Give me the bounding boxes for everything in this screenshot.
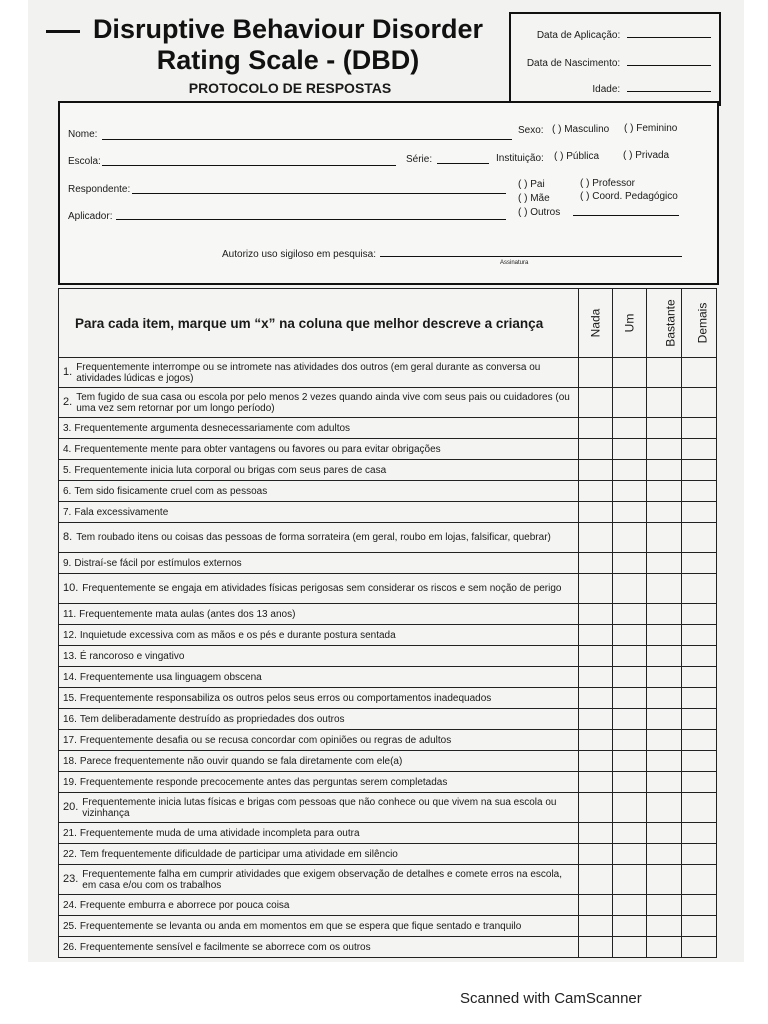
item-text-cell	[59, 460, 579, 481]
aplicador-label: Aplicador:	[68, 211, 113, 222]
item-text: Fala excessivamente	[74, 506, 169, 518]
instituicao-label: Instituição:	[496, 153, 544, 164]
mark-cell-demais[interactable]	[682, 388, 717, 418]
mark-cell-nada[interactable]	[579, 916, 613, 937]
mark-cell-demais[interactable]	[682, 823, 717, 844]
mark-cell-bastante[interactable]	[647, 793, 682, 823]
mark-cell-um[interactable]	[613, 688, 647, 709]
mark-cell-bastante[interactable]	[647, 688, 682, 709]
table-header-row	[59, 289, 717, 358]
item-text-cell	[59, 865, 579, 895]
item-number: 18.	[63, 755, 77, 767]
mark-cell-demais[interactable]	[682, 481, 717, 502]
table-row	[59, 646, 717, 667]
aplicador-field[interactable]	[116, 219, 506, 220]
mark-cell-bastante[interactable]	[647, 823, 682, 844]
item-text-cell	[59, 481, 579, 502]
item-text: Tem roubado itens ou coisas das pessoas de forma sorrateira (em geral, roubo em lojas, falsificar, quebrar)	[76, 532, 551, 543]
column-nada: Nada	[579, 289, 613, 358]
item-text-cell	[59, 502, 579, 523]
item-text: Parece frequentemente não ouvir quando se fala diretamente com ele(a)	[79, 755, 403, 767]
item-text-cell	[59, 523, 579, 553]
mark-cell-nada[interactable]	[579, 604, 613, 625]
item-text: Frequentemente argumenta desnecessariamente com adultos	[74, 422, 351, 434]
mark-cell-demais[interactable]	[682, 625, 717, 646]
mark-cell-nada[interactable]	[579, 937, 613, 958]
table-row	[59, 823, 717, 844]
item-number: 3.	[63, 422, 72, 434]
item-text-cell	[59, 388, 579, 418]
item-text-cell	[59, 418, 579, 439]
sexo-masculino-option[interactable]: ( ) Masculino	[552, 124, 610, 135]
item-number: 19.	[63, 776, 77, 788]
mark-cell-nada[interactable]	[579, 709, 613, 730]
item-text-cell	[59, 844, 579, 865]
table-row	[59, 772, 717, 793]
mark-cell-nada[interactable]	[579, 574, 613, 604]
nome-label: Nome:	[68, 129, 98, 140]
item-number: 4.	[63, 443, 72, 455]
idade-field[interactable]	[627, 91, 711, 92]
item-text: Tem frequentemente dificuldade de participar uma atividade em silêncio	[79, 848, 398, 860]
mark-cell-um[interactable]	[613, 751, 647, 772]
item-text: Distraí-se fácil por estímulos externos	[74, 557, 242, 569]
item-text: Tem sido fisicamente cruel com as pessoas	[74, 485, 268, 497]
mark-cell-um[interactable]	[613, 358, 647, 388]
mark-cell-nada[interactable]	[579, 553, 613, 574]
date-aplicacao-label: Data de Aplicação:	[536, 30, 621, 41]
mark-cell-um[interactable]	[613, 937, 647, 958]
mark-cell-bastante[interactable]	[647, 388, 682, 418]
date-box	[509, 12, 721, 106]
mark-cell-bastante[interactable]	[647, 751, 682, 772]
idade-label: Idade:	[592, 84, 621, 95]
mark-cell-demais[interactable]	[682, 358, 717, 388]
mark-cell-um[interactable]	[613, 916, 647, 937]
mark-cell-nada[interactable]	[579, 523, 613, 553]
table-row	[59, 418, 717, 439]
table-row	[59, 604, 717, 625]
mark-cell-um[interactable]	[613, 865, 647, 895]
table-row	[59, 388, 717, 418]
mark-cell-um[interactable]	[613, 502, 647, 523]
table-row	[59, 895, 717, 916]
serie-label: Série:	[406, 154, 433, 165]
table-row	[59, 667, 717, 688]
item-text-cell	[59, 772, 579, 793]
outros-field[interactable]	[573, 215, 679, 216]
mark-cell-demais[interactable]	[682, 793, 717, 823]
mark-cell-bastante[interactable]	[647, 358, 682, 388]
item-number: 14.	[63, 671, 77, 683]
item-number: 1.	[63, 366, 73, 378]
mark-cell-bastante[interactable]	[647, 502, 682, 523]
item-text-cell	[59, 688, 579, 709]
mark-cell-nada[interactable]	[579, 823, 613, 844]
mark-cell-bastante[interactable]	[647, 772, 682, 793]
column-bastante: Bastante	[647, 289, 682, 358]
item-text: Inquietude excessiva com as mãos e os pés e durante postura sentada	[79, 629, 396, 641]
item-number: 11.	[63, 608, 77, 620]
sexo-label: Sexo:	[518, 125, 544, 136]
item-text-cell	[59, 625, 579, 646]
item-text-cell	[59, 358, 579, 388]
table-row	[59, 937, 717, 958]
form-subtitle: PROTOCOLO DE RESPOSTAS	[188, 80, 392, 96]
title-line-2: Rating Scale - (DBD)	[156, 45, 420, 75]
mark-cell-bastante[interactable]	[647, 730, 682, 751]
mark-cell-bastante[interactable]	[647, 625, 682, 646]
mark-cell-demais[interactable]	[682, 937, 717, 958]
date-aplicacao-field[interactable]	[627, 37, 711, 38]
mark-cell-nada[interactable]	[579, 646, 613, 667]
mark-cell-um[interactable]	[613, 553, 647, 574]
item-text-cell	[59, 751, 579, 772]
mark-cell-um[interactable]	[613, 625, 647, 646]
respondente-outros-option[interactable]: ( ) Outros	[518, 207, 561, 218]
mark-cell-bastante[interactable]	[647, 574, 682, 604]
item-number: 15.	[63, 692, 77, 704]
item-text-cell	[59, 574, 579, 604]
item-number: 22.	[63, 848, 77, 860]
item-number: 5.	[63, 464, 72, 476]
table-row	[59, 844, 717, 865]
table-row	[59, 553, 717, 574]
assinatura-caption: Assinatura	[500, 260, 529, 266]
mark-cell-um[interactable]	[613, 709, 647, 730]
mark-cell-demais[interactable]	[682, 709, 717, 730]
mark-cell-nada[interactable]	[579, 772, 613, 793]
item-text: É rancoroso e vingativo	[79, 650, 185, 662]
mark-cell-um[interactable]	[613, 460, 647, 481]
item-number: 20.	[63, 801, 79, 813]
mark-cell-bastante[interactable]	[647, 895, 682, 916]
mark-cell-um[interactable]	[613, 793, 647, 823]
item-text-cell	[59, 793, 579, 823]
mark-cell-um[interactable]	[613, 604, 647, 625]
assinatura-field[interactable]	[380, 256, 682, 257]
item-text-cell	[59, 916, 579, 937]
item-number: 13.	[63, 650, 77, 662]
mark-cell-demais[interactable]	[682, 730, 717, 751]
table-row	[59, 523, 717, 553]
respondente-field[interactable]	[132, 193, 506, 194]
mark-cell-bastante[interactable]	[647, 937, 682, 958]
respondente-mae-option[interactable]: ( ) Mãe	[518, 193, 550, 204]
mark-cell-bastante[interactable]	[647, 439, 682, 460]
respondente-professor-option[interactable]: ( ) Professor	[580, 178, 636, 189]
mark-cell-demais[interactable]	[682, 688, 717, 709]
mark-cell-demais[interactable]	[682, 460, 717, 481]
table-row	[59, 730, 717, 751]
mark-cell-bastante[interactable]	[647, 844, 682, 865]
respondente-coord-option[interactable]: ( ) Coord. Pedagógico	[580, 191, 678, 202]
item-text: Frequentemente interrompe ou se intromete nas atividades dos outros (em geral durante as conversa ou atividades lúdicas e jogos)	[76, 361, 541, 384]
mark-cell-um[interactable]	[613, 439, 647, 460]
table-row	[59, 865, 717, 895]
item-text-cell	[59, 667, 579, 688]
instruction-text: Para cada item, marque um “x” na coluna que melhor descreve a criança	[59, 289, 579, 358]
item-number: 7.	[63, 506, 72, 518]
mark-cell-demais[interactable]	[682, 523, 717, 553]
item-text: Frequente emburra e aborrece por pouca coisa	[79, 899, 290, 911]
item-number: 6.	[63, 485, 72, 497]
date-nascimento-row	[527, 58, 711, 69]
item-text: Frequentemente sensível e facilmente se aborrece com os outros	[79, 941, 371, 953]
mark-cell-um[interactable]	[613, 730, 647, 751]
item-text: Frequentemente desafia ou se recusa concordar com opiniões ou regras de adultos	[79, 734, 452, 746]
item-number: 23.	[63, 873, 79, 885]
mark-cell-demais[interactable]	[682, 553, 717, 574]
mark-cell-um[interactable]	[613, 523, 647, 553]
mark-cell-demais[interactable]	[682, 439, 717, 460]
item-text-cell	[59, 604, 579, 625]
mark-cell-bastante[interactable]	[647, 646, 682, 667]
mark-cell-bastante[interactable]	[647, 667, 682, 688]
mark-cell-demais[interactable]	[682, 844, 717, 865]
mark-cell-um[interactable]	[613, 574, 647, 604]
item-text: Frequentemente responsabiliza os outros pelos seus erros ou comportamentos inadequados	[79, 692, 492, 704]
form-title	[68, 14, 508, 76]
idade-row	[592, 84, 711, 95]
date-nascimento-field[interactable]	[627, 65, 711, 66]
item-text: Frequentemente inicia lutas físicas e brigas com pessoas que não conhece ou que vivem na sua escola ou vizinhança	[82, 796, 557, 819]
column-demais: Demais	[682, 289, 717, 358]
mark-cell-nada[interactable]	[579, 751, 613, 772]
mark-cell-nada[interactable]	[579, 730, 613, 751]
table-row	[59, 502, 717, 523]
instituicao-privada-option[interactable]: ( ) Privada	[623, 150, 670, 161]
item-text: Frequentemente falha em cumprir atividades que exigem observação de detalhes e comete erros na escola, em casa e/ou com os trabalhos	[82, 868, 563, 891]
item-text: Frequentemente se engaja em atividades físicas perigosas sem considerar os riscos e sem noção de perigo	[82, 583, 562, 594]
item-number: 21.	[63, 827, 77, 839]
table-row	[59, 481, 717, 502]
mark-cell-demais[interactable]	[682, 646, 717, 667]
table-row	[59, 460, 717, 481]
mark-cell-nada[interactable]	[579, 625, 613, 646]
mark-cell-um[interactable]	[613, 772, 647, 793]
mark-cell-demais[interactable]	[682, 502, 717, 523]
escola-field[interactable]	[102, 165, 396, 166]
table-row	[59, 709, 717, 730]
mark-cell-nada[interactable]	[579, 688, 613, 709]
rating-table	[58, 288, 717, 958]
item-text-cell	[59, 553, 579, 574]
serie-field[interactable]	[437, 163, 489, 164]
mark-cell-bastante[interactable]	[647, 553, 682, 574]
title-line-1: Disruptive Behaviour Disorder	[92, 14, 484, 44]
column-um: Um	[613, 289, 647, 358]
item-number: 25.	[63, 920, 77, 932]
item-text-cell	[59, 895, 579, 916]
respondente-label: Respondente:	[68, 184, 131, 195]
mark-cell-nada[interactable]	[579, 865, 613, 895]
scanner-watermark: Scanned with CamScanner	[460, 990, 642, 1007]
item-number: 12.	[63, 629, 77, 641]
mark-cell-nada[interactable]	[579, 358, 613, 388]
table-row	[59, 358, 717, 388]
item-number: 10.	[63, 582, 79, 594]
item-number: 17.	[63, 734, 77, 746]
mark-cell-bastante[interactable]	[647, 460, 682, 481]
item-text: Frequentemente inicia luta corporal ou brigas com seus pares de casa	[74, 464, 387, 476]
mark-cell-bastante[interactable]	[647, 481, 682, 502]
mark-cell-um[interactable]	[613, 844, 647, 865]
mark-cell-um[interactable]	[613, 895, 647, 916]
item-text: Frequentemente usa linguagem obscena	[79, 671, 262, 683]
item-text-cell	[59, 709, 579, 730]
item-text: Frequentemente mata aulas (antes dos 13 anos)	[79, 608, 296, 620]
date-aplicacao-row	[537, 30, 711, 41]
mark-cell-demais[interactable]	[682, 604, 717, 625]
mark-cell-nada[interactable]	[579, 895, 613, 916]
mark-cell-bastante[interactable]	[647, 709, 682, 730]
table-row	[59, 625, 717, 646]
mark-cell-bastante[interactable]	[647, 916, 682, 937]
mark-cell-bastante[interactable]	[647, 865, 682, 895]
mark-cell-demais[interactable]	[682, 418, 717, 439]
item-number: 8.	[63, 531, 73, 543]
date-nascimento-label: Data de Nascimento:	[526, 58, 621, 69]
mark-cell-demais[interactable]	[682, 916, 717, 937]
mark-cell-um[interactable]	[613, 646, 647, 667]
item-text-cell	[59, 823, 579, 844]
mark-cell-um[interactable]	[613, 667, 647, 688]
item-number: 2.	[63, 396, 73, 408]
mark-cell-demais[interactable]	[682, 667, 717, 688]
item-text-cell	[59, 730, 579, 751]
table-row	[59, 688, 717, 709]
nome-field[interactable]	[102, 139, 512, 140]
table-row	[59, 574, 717, 604]
item-number: 26.	[63, 941, 77, 953]
mark-cell-bastante[interactable]	[647, 604, 682, 625]
mark-cell-demais[interactable]	[682, 751, 717, 772]
table-row	[59, 793, 717, 823]
table-row	[59, 751, 717, 772]
mark-cell-demais[interactable]	[682, 865, 717, 895]
sexo-feminino-option[interactable]: ( ) Feminino	[624, 123, 678, 134]
item-text: Frequentemente muda de uma atividade incompleta para outra	[79, 827, 360, 839]
respondente-pai-option[interactable]: ( ) Pai	[518, 179, 545, 190]
mark-cell-bastante[interactable]	[647, 523, 682, 553]
mark-cell-um[interactable]	[613, 481, 647, 502]
mark-cell-bastante[interactable]	[647, 418, 682, 439]
mark-cell-nada[interactable]	[579, 460, 613, 481]
item-text-cell	[59, 646, 579, 667]
mark-cell-nada[interactable]	[579, 388, 613, 418]
item-text: Tem deliberadamente destruído as propriedades dos outros	[79, 713, 345, 725]
item-number: 16.	[63, 713, 77, 725]
item-text: Frequentemente se levanta ou anda em momentos em que se espera que fique sentado e tranquilo	[79, 920, 522, 932]
mark-cell-nada[interactable]	[579, 793, 613, 823]
identification-box	[58, 101, 719, 285]
item-text-cell	[59, 439, 579, 460]
mark-cell-demais[interactable]	[682, 574, 717, 604]
mark-cell-um[interactable]	[613, 418, 647, 439]
table-row	[59, 439, 717, 460]
autorizo-label: Autorizo uso sigiloso em pesquisa:	[222, 249, 376, 260]
item-number: 24.	[63, 899, 77, 911]
item-text-cell	[59, 937, 579, 958]
mark-cell-nada[interactable]	[579, 439, 613, 460]
mark-cell-nada[interactable]	[579, 844, 613, 865]
instituicao-publica-option[interactable]: ( ) Pública	[554, 151, 600, 162]
mark-cell-um[interactable]	[613, 823, 647, 844]
table-row	[59, 916, 717, 937]
mark-cell-nada[interactable]	[579, 667, 613, 688]
mark-cell-nada[interactable]	[579, 502, 613, 523]
mark-cell-um[interactable]	[613, 388, 647, 418]
mark-cell-demais[interactable]	[682, 772, 717, 793]
item-number: 9.	[63, 557, 72, 569]
mark-cell-demais[interactable]	[682, 895, 717, 916]
item-text: Frequentemente mente para obter vantagens ou favores ou para evitar obrigações	[74, 443, 441, 455]
escola-label: Escola:	[68, 156, 101, 167]
mark-cell-nada[interactable]	[579, 418, 613, 439]
mark-cell-nada[interactable]	[579, 481, 613, 502]
item-text: Frequentemente responde precocemente antes das perguntas serem completadas	[79, 776, 448, 788]
item-text: Tem fugido de sua casa ou escola por pelo menos 2 vezes quando ainda vive com seus pais ou cuidadores (ou uma vez sem retornar por um longo período)	[76, 391, 570, 414]
